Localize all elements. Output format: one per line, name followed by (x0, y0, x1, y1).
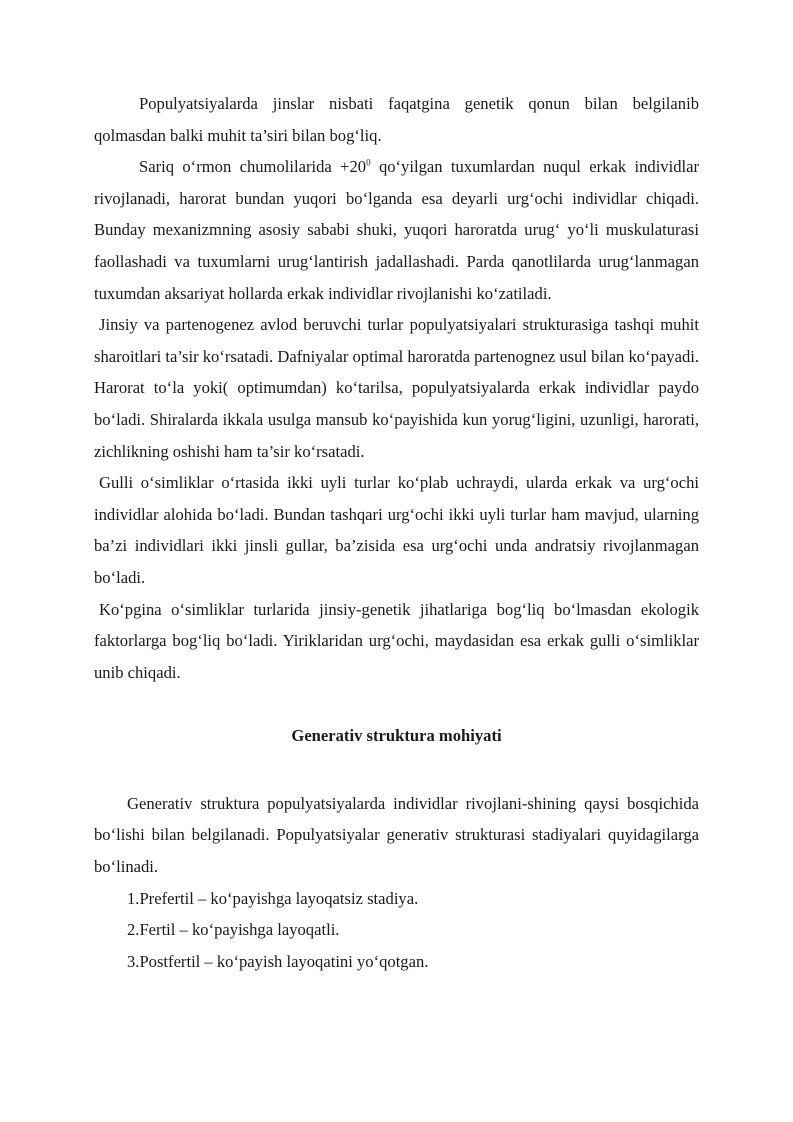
document-page (94, 88, 699, 977)
paragraph-parthenogenesis: Jinsiy va partenogenez avlod beruvchi turlar populyatsiyalari strukturasiga tashqi muhit sharoitlari ta’sir ko‘rsatadi. Dafniyalar optimal haroratda partenognez usul bilan ko‘payadi. Harorat to‘la yoki( optimumdan) ko‘tarilsa, populyatsiyalarda erkak individlar paydo bo‘ladi. Shiralarda ikkala usulga mansub ko‘payishida kun yorug‘ligini, uzunligi, harorati, zichlikning oshishi ham ta’sir ko‘rsatadi. (94, 315, 699, 461)
paragraph-generative-structure: Generativ struktura populyatsiyalarda individlar rivojlani-shining qaysi bosqichida bo‘lishi bilan belgilanadi. Populyatsiyalar generativ strukturasi stadiyalari quyidagilarga bo‘linadi. (94, 793, 699, 877)
degree-superscript: 0 (366, 157, 371, 168)
paragraph-ecological-factors: Ko‘pgina o‘simliklar turlarida jinsiy-genetik jihatlariga bog‘liq bo‘lmasdan ekologik faktorlarga bog‘liq bo‘ladi. Yiriklaridan urg‘ochi, maydasidan esa erkak gulli o‘simliklar unib chiqadi. (94, 599, 699, 682)
list-item-postfertil: 3.Postfertil – ko‘payish layoqatini yo‘qotgan. (127, 951, 429, 971)
paragraph-sex-ratio: Populyatsiyalarda jinslar nisbati faqatgina genetik qonun bilan belgilanib qolmasdan balki muhit ta’siri bilan bog‘liq. (94, 94, 699, 145)
list-item-prefertil: 1.Prefertil – ko‘payishga layoqatsiz stadiya. (127, 888, 419, 908)
paragraph-flowering-plants: Gulli o‘simliklar o‘rtasida ikki uyli turlar ko‘plab uchraydi, ularda erkak va urg‘ochi individlar alohida bo‘ladi. Bundan tashqari urg‘ochi ikki uyli turlar ham mavjud, ularning ba’zi individlari ikki jinsli gullar, ba’zisida esa urg‘ochi unda andratsiy rivojlanmagan bo‘ladi. (94, 473, 699, 587)
paragraph-ants-rest: qo‘yilgan tuxumlardan nuqul erkak individlar rivojlanadi, harorat bundan yuqori bo‘lganda esa deyarli urg‘ochi individlar chiqadi. Bunday mexanizmning asosiy sababi shuki, yuqori haroratda urug‘ yo‘li muskulaturasi faollashadi va tuxumlarni urug‘lantirish jadallashadi. Parda qanotlilarda urug‘lanmagan tuxumdan aksariyat hollarda erkak individlar rivojlanishi ko‘zatiladi. (94, 157, 700, 303)
heading-spacer (94, 752, 699, 788)
list-item-fertil: 2.Fertil – ko‘payishga layoqatli. (127, 920, 340, 940)
paragraph-ants-start: Sariq o‘rmon chumolilarida +20 (139, 157, 367, 177)
paragraph-ants (94, 151, 699, 309)
section-heading: Generativ struktura mohiyati (291, 726, 502, 746)
